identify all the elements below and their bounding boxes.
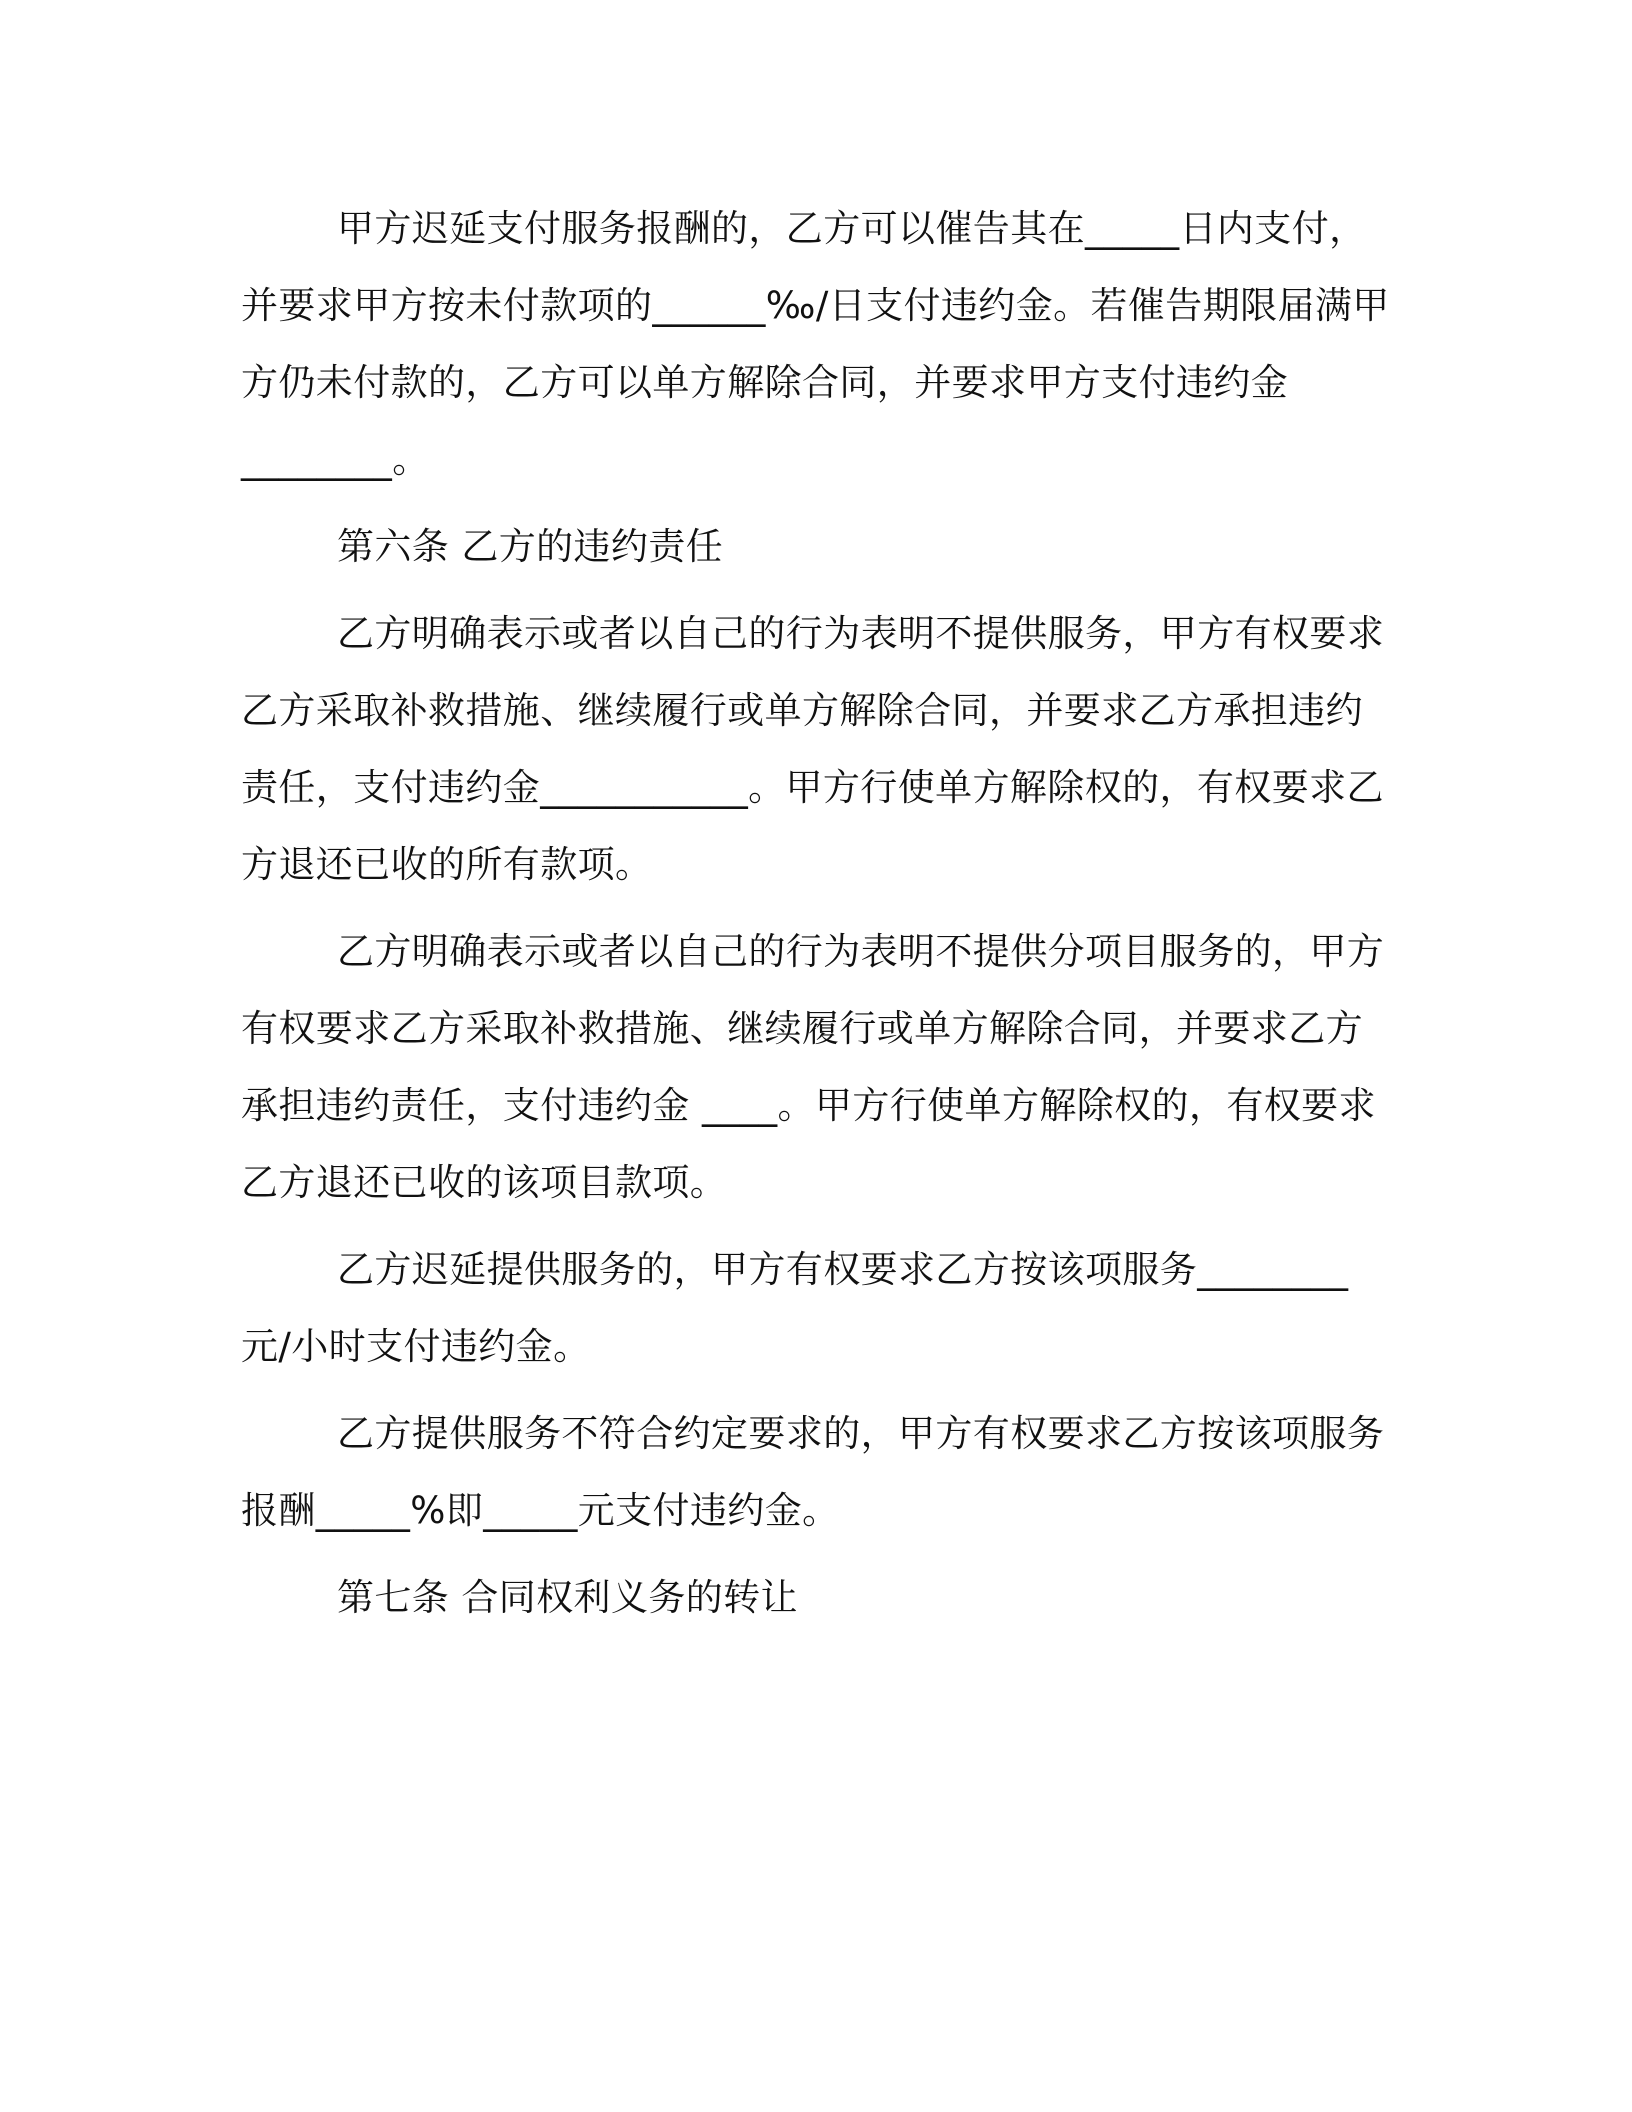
- article-7-heading: 第七条 合同权利义务的转让: [337, 1576, 798, 1619]
- late-service-paragraph: 乙方迟延提供服务的，甲方有权要求乙方按该项服务________元/小时支付违约金。: [241, 1248, 1349, 1368]
- refusal-subitem-paragraph: 乙方明确表示或者以自己的行为表明不提供分项目服务的，甲方有权要求乙方采取补救措施、继续履行或单方解除合同，并要求乙方承担违约责任，支付违约金 ____。甲方行使单方解除权的，有权要求乙方退还已收的该项目款项。: [241, 930, 1385, 1204]
- late-payment-paragraph: 甲方迟延支付服务报酬的，乙方可以催告其在_____日内支付，并要求甲方按未付款项的______‰/日支付违约金。若催告期限届满甲方仍未付款的，乙方可以单方解除合同，并要求甲方支付违约金: [241, 207, 1390, 404]
- penalty-blank-line: ________。: [241, 438, 430, 481]
- article-6-heading: 第六条 乙方的违约责任: [337, 525, 724, 568]
- document-body: [241, 190, 1391, 1636]
- nonconforming-service-paragraph: 乙方提供服务不符合约定要求的，甲方有权要求乙方按该项服务报酬_____%即_____元支付违约金。: [241, 1412, 1385, 1532]
- refusal-service-paragraph: 乙方明确表示或者以自己的行为表明不提供服务，甲方有权要求乙方采取补救措施、继续履行或单方解除合同，并要求乙方承担违约责任，支付违约金___________。甲方行使单方解除权的，有权要求乙方退还已收的所有款项。: [241, 612, 1385, 886]
